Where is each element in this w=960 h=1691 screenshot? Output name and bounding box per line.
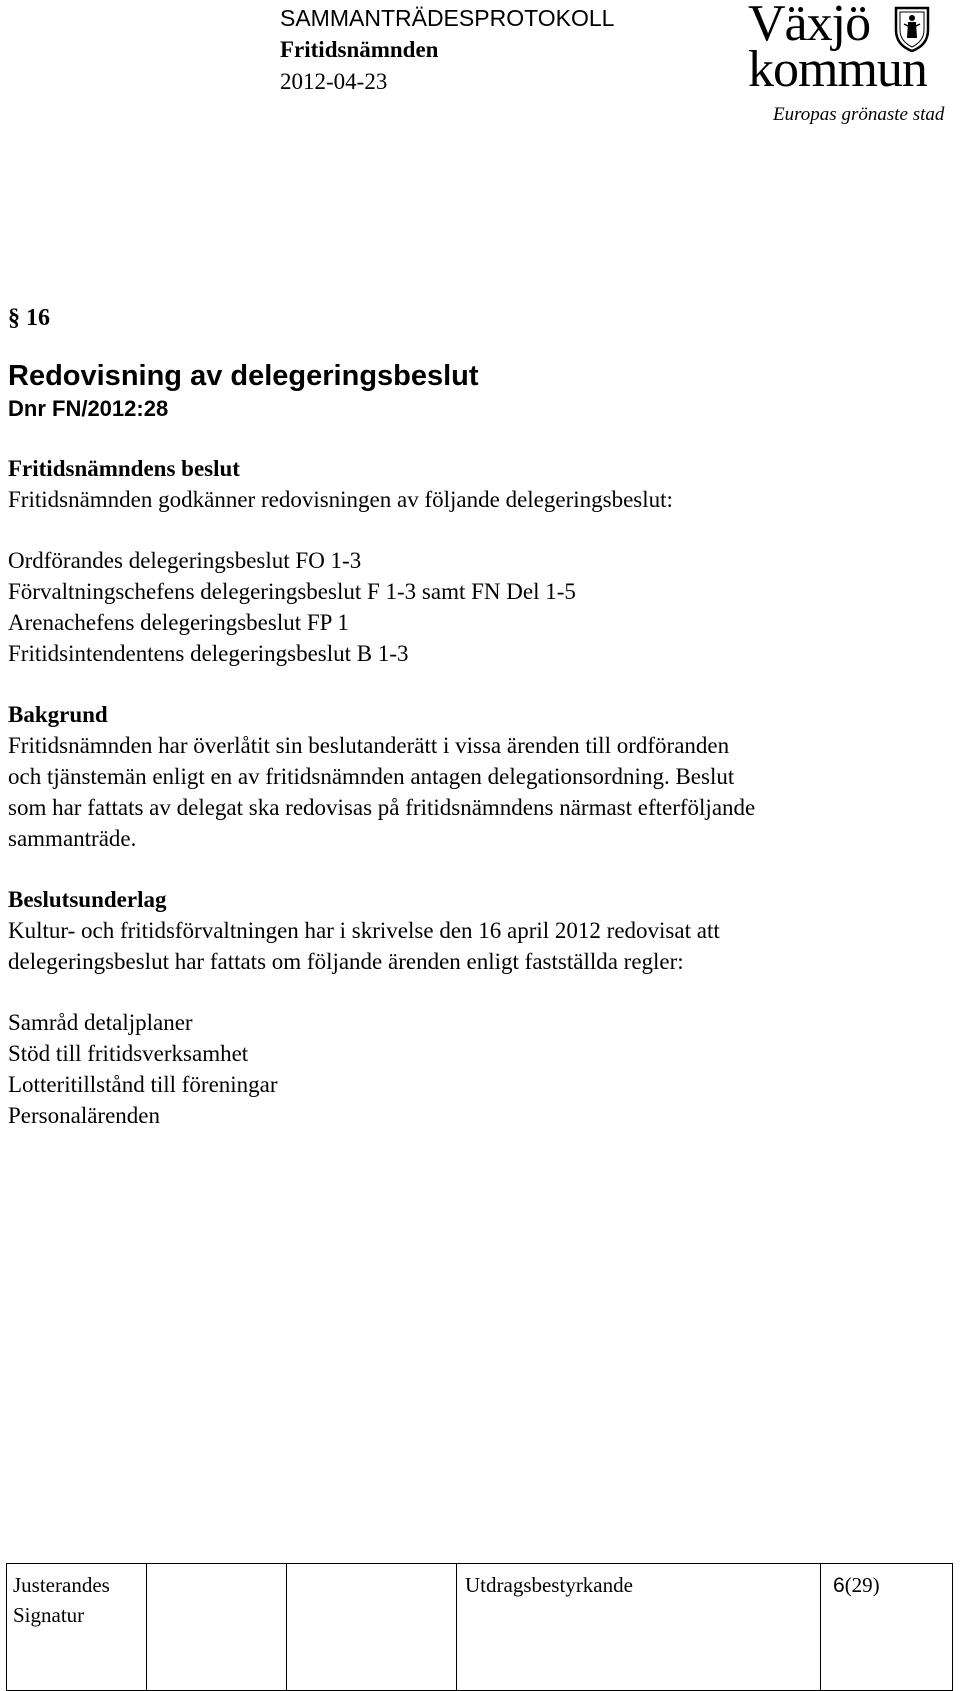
basis-item: Stöd till fritidsverksamhet [8, 1041, 249, 1066]
section-symbol: § [8, 305, 20, 331]
background-heading: Bakgrund [8, 702, 108, 727]
document-header [280, 2, 720, 98]
diary-number: Dnr FN/2012:28 [8, 396, 169, 421]
section-number: 16 [26, 305, 50, 331]
document-body [8, 300, 948, 1131]
signatur-label: Signatur [13, 1603, 85, 1627]
justerandes-label: Justerandes [13, 1573, 110, 1597]
protocol-title: SAMMANTRÄDESPROTOKOLL [280, 5, 615, 31]
logo-line-2: kommun [748, 41, 927, 98]
decision-heading: Fritidsnämndens beslut [8, 456, 240, 481]
basis-line: delegeringsbeslut har fattats om följande ärenden enligt fastställda regler: [8, 949, 684, 974]
decision-item: Ordförandes delegeringsbeslut FO 1-3 [8, 548, 362, 573]
background-line: som har fattats av delegat ska redovisas på fritidsnämndens närmast efterföljande [8, 795, 756, 820]
board-name: Fritidsnämnden [280, 37, 439, 62]
logo-tagline: Europas grönaste stad [773, 104, 945, 125]
basis-line: Kultur- och fritidsförvaltningen har i skrivelse den 16 april 2012 redovisat att [8, 918, 720, 943]
vaxjo-kommun-logo [748, 0, 960, 130]
paragraph-number [8, 300, 948, 336]
page-number [833, 1572, 880, 1599]
background-line: sammanträde. [8, 826, 137, 851]
footer-cell [457, 1564, 821, 1690]
meeting-date: 2012-04-23 [280, 69, 388, 94]
background-line: Fritidsnämnden har överlåtit sin beslutanderätt i vissa ärenden till ordföranden [8, 733, 730, 758]
basis-item: Personalärenden [8, 1103, 160, 1128]
signature-field-2[interactable] [287, 1564, 457, 1690]
logo-line-1: Växjö [748, 0, 871, 52]
basis-heading: Beslutsunderlag [8, 887, 167, 912]
decision-item: Fritidsintendentens delegeringsbeslut B 1-3 [8, 641, 409, 666]
decision-item: Arenachefens delegeringsbeslut FP 1 [8, 610, 349, 635]
decision-text: Fritidsnämnden godkänner redovisningen av följande delegeringsbeslut: [8, 487, 673, 512]
signature-field-1[interactable] [147, 1564, 287, 1690]
page-total: (29) [844, 1573, 880, 1597]
footer-cell [7, 1564, 147, 1690]
signature-footer-table [6, 1563, 953, 1691]
page-current: 6 [833, 1574, 845, 1597]
section-title: Redovisning av delegeringsbeslut [8, 360, 479, 392]
background-line: och tjänstemän enligt en av fritidsnämnden antagen delegationsordning. Beslut [8, 764, 735, 789]
basis-item: Samråd detaljplaner [8, 1010, 193, 1035]
decision-item: Förvaltningschefens delegeringsbeslut F 1-3 samt FN Del 1-5 [8, 579, 576, 604]
utdragsbestyrkande-label: Utdragsbestyrkande [465, 1573, 633, 1597]
basis-item: Lotteritillstånd till föreningar [8, 1072, 278, 1097]
